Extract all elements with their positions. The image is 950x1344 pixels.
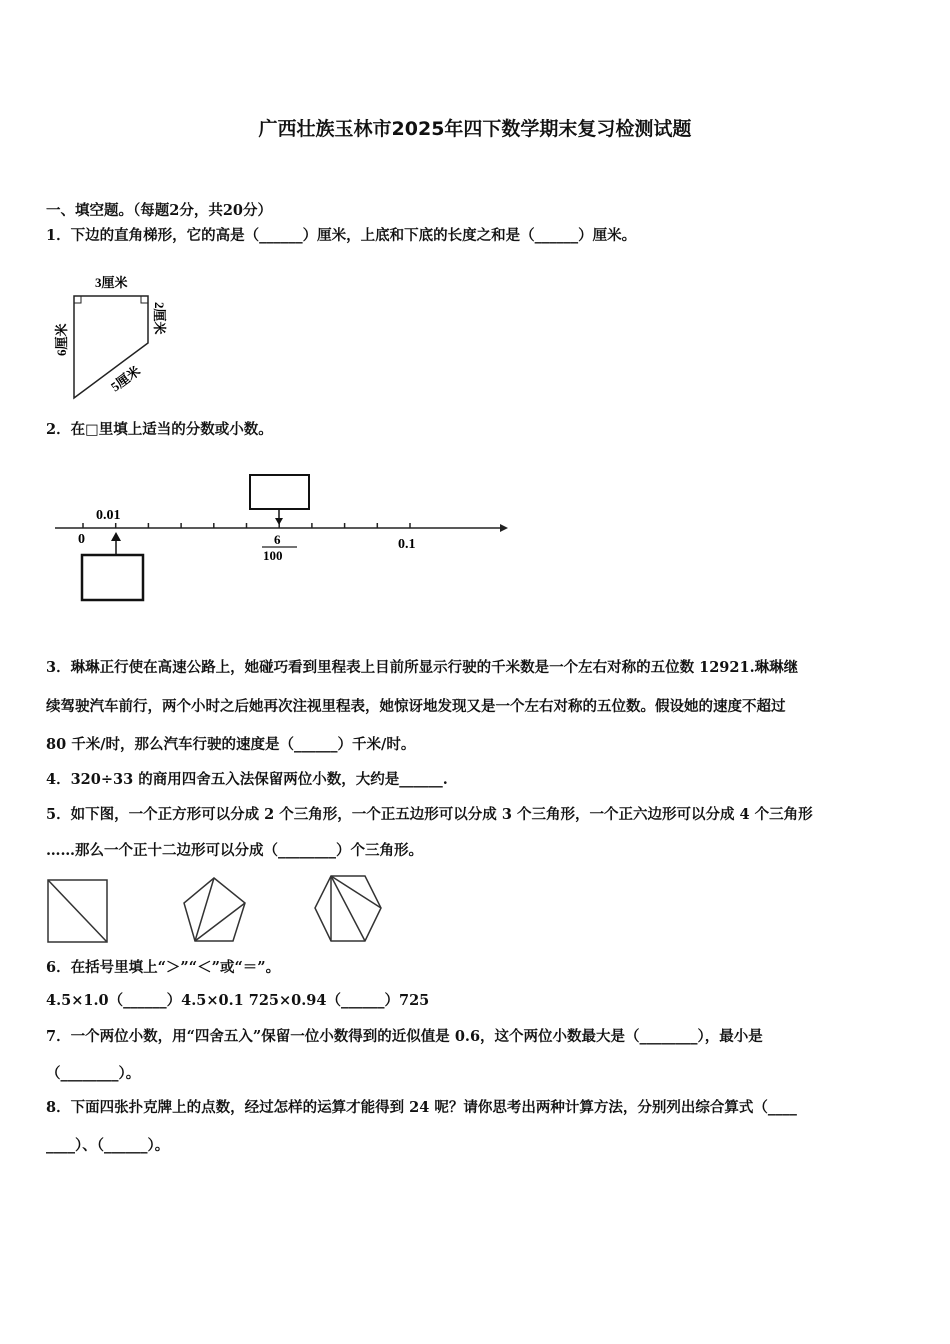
section-heading: 一、填空题。（每题2分，共20分）: [46, 202, 273, 219]
label-left: 6厘米: [54, 323, 69, 356]
label-top: 3厘米: [95, 275, 128, 290]
question-3-line-2: 续驾驶汽车前行，两个小时之后她再次注视里程表，她惊讶地发现又是一个左右对称的五位数。假设她的速度不超过: [46, 698, 786, 715]
question-2: 2．在□里填上适当的分数或小数。: [46, 421, 273, 438]
question-5-line-2: ……那么一个正十二边形可以分成（________）个三角形。: [46, 842, 423, 859]
question-1: 1．下边的直角梯形，它的高是（______）厘米，上底和下底的长度之和是（______）厘米。: [46, 227, 637, 244]
question-5-line-1: 5．如下图，一个正方形可以分成 2 个三角形，一个正五边形可以分成 3 个三角形，一个正六边形可以分成 4 个三角形: [46, 806, 813, 823]
label-slant: 5厘米: [107, 363, 144, 395]
question-4: 4．320÷33 的商用四舍五入法保留两位小数，大约是______.: [46, 771, 448, 788]
label-right: 2厘米: [152, 302, 167, 335]
question-7-line-1: 7．一个两位小数，用“四舍五入”保留一位小数得到的近似值是 0.6，这个两位小数最大是（________），最小是: [46, 1028, 763, 1045]
hexagon-figure: [315, 876, 381, 941]
question-7-line-2: （________）。: [46, 1065, 141, 1082]
question-6-line-2: 4.5×1.0（______）4.5×0.1 725×0.94（______）725: [46, 992, 430, 1009]
label-0-1: 0.1: [398, 537, 416, 552]
square-figure: [48, 880, 107, 942]
question-6-line-1: 6．在括号里填上“＞”“＜”或“＝”。: [46, 959, 281, 976]
pentagon-figure: [184, 878, 245, 941]
label-zero: 0: [78, 532, 85, 547]
question-8-line-2: ____）、（______）。: [46, 1137, 170, 1154]
label-frac-denominator: 100: [263, 548, 283, 563]
label-0-01: 0.01: [96, 508, 121, 523]
page-title: 广西壮族玉林市2025年四下数学期末复习检测试题: [258, 118, 692, 140]
label-frac-numerator: 6: [274, 532, 281, 547]
question-8-line-1: 8．下面四张扑克牌上的点数，经过怎样的运算才能得到 24 呢？请你思考出两种计算方法，分别列出综合算式（____: [46, 1099, 797, 1116]
question-3-line-1: 3．琳琳正行使在高速公路上，她碰巧看到里程表上目前所显示行驶的千米数是一个左右对称的五位数 12921.琳琳继: [46, 659, 799, 676]
question-3-line-3: 80 千米/时，那么汽车行驶的速度是（______）千米/时。: [46, 736, 416, 753]
